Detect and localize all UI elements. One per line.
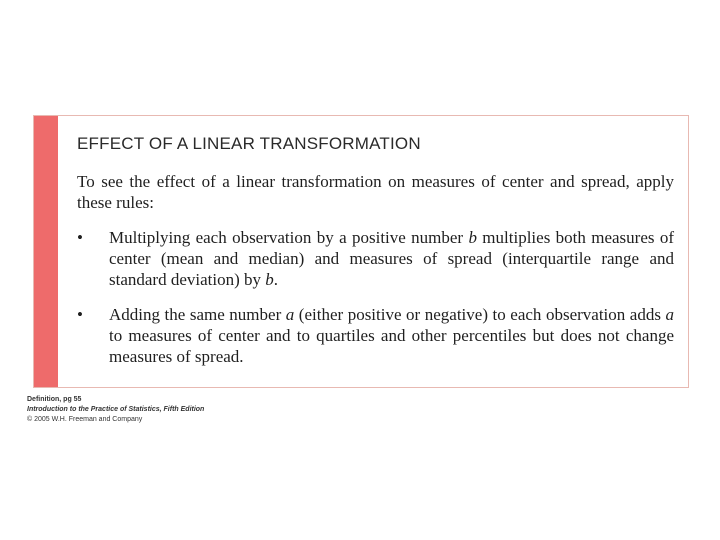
source-footer: [27, 395, 204, 425]
rule-item-multiply: [77, 227, 674, 290]
bullet-icon: •: [77, 228, 83, 247]
rule-text-multiply: Multiplying each observation by a positive number b multiplies both measures of center (mean and median) and measures of spread (interquartile range and standard deviation) by b.: [109, 228, 674, 289]
definition-content: [77, 134, 674, 381]
definition-box: [33, 115, 689, 388]
rule-item-add: [77, 304, 674, 367]
bullet-icon: •: [77, 305, 83, 324]
accent-bar: [34, 116, 58, 387]
copyright-notice: © 2005 W.H. Freeman and Company: [27, 416, 143, 423]
rules-list: [77, 227, 674, 367]
book-title: Introduction to the Practice of Statistics, Fifth Edition: [27, 406, 205, 413]
rule-text-add: Adding the same number a (either positive or negative) to each observation adds a to measures of center and to quartiles and other percentiles but does not change measures of spread.: [109, 305, 674, 366]
definition-reference: Definition, pg 55: [27, 396, 82, 403]
definition-intro: To see the effect of a linear transformation on measures of center and spread, apply these rules:: [77, 172, 674, 212]
definition-title: EFFECT OF A LINEAR TRANSFORMATION: [77, 134, 421, 153]
